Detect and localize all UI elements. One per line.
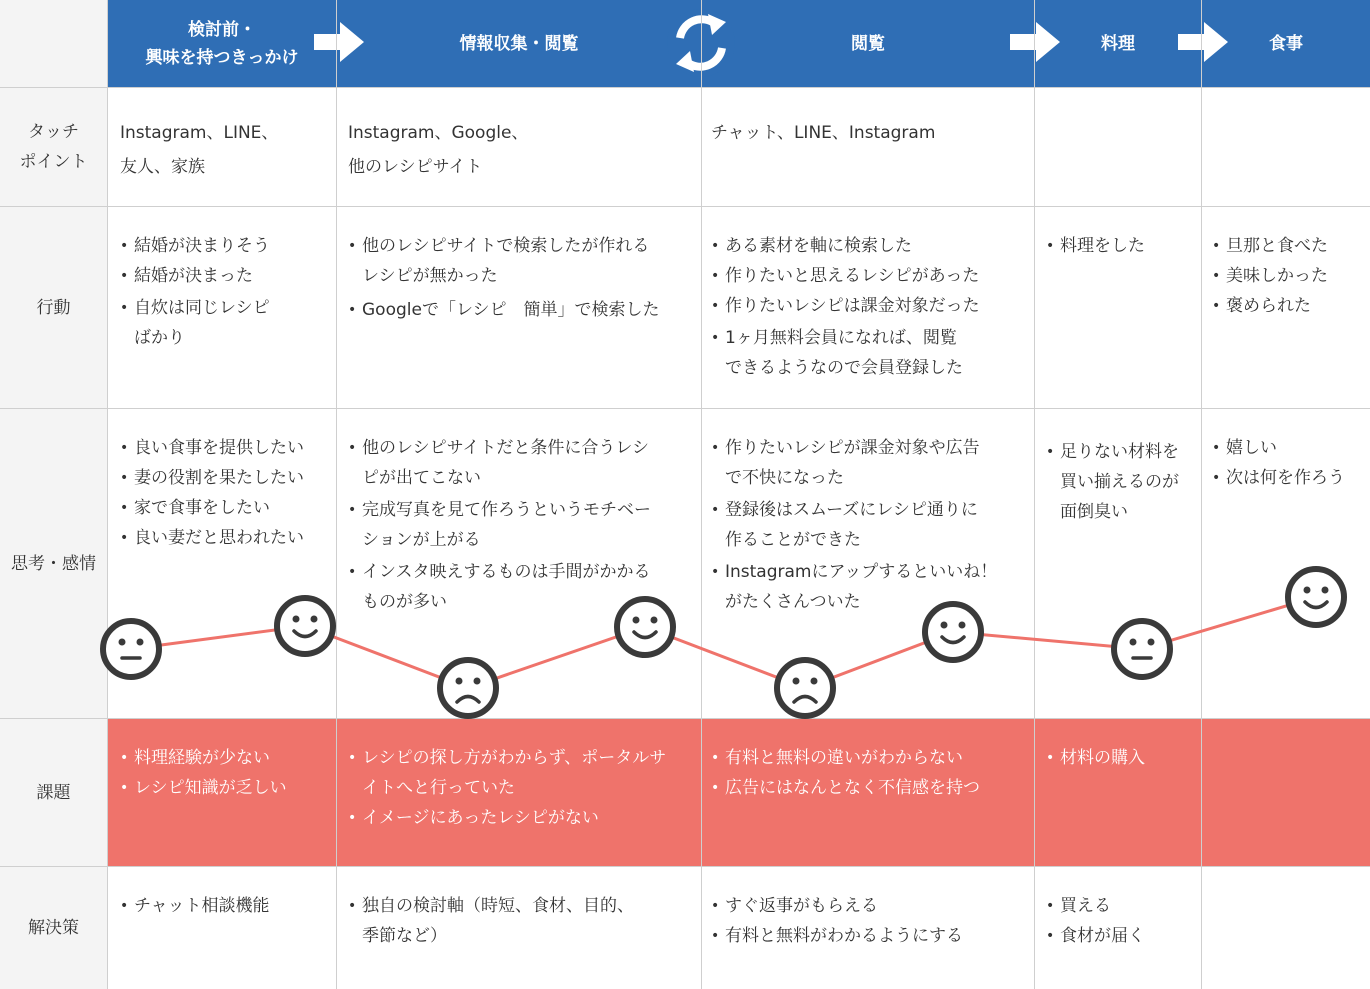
row-label-text: 行動: [36, 297, 71, 318]
thought-item: • 完成写真を見て作ろうというモチベー ションが上がる: [348, 495, 698, 555]
action-item: • Googleで「レシピ 簡単」で検索した: [348, 295, 698, 325]
thought-item: • 他のレシピサイトだと条件に合うレシ ピが出てこない: [348, 433, 698, 493]
happy-face-icon: [277, 598, 333, 654]
thought-item: • 次は何を作ろう: [1212, 463, 1367, 493]
action-item: • ある素材を軸に検索した: [711, 231, 1031, 261]
action-item: • 作りたいレシピは課金対象だった: [711, 291, 1031, 321]
thought-item: • 作りたいレシピが課金対象や広告 で不快になった: [711, 433, 1031, 493]
phase-label-5: 食事: [1269, 33, 1303, 54]
thought-item: • 妻の役割を果たしたい: [120, 463, 334, 493]
touchpoint-text: 友人、家族: [120, 157, 205, 177]
action-item: • 料理をした: [1046, 231, 1196, 261]
action-item: • 旦那と食べた: [1212, 231, 1367, 261]
phase-label-1: 検討前・ 興味を持つきっかけ: [145, 19, 299, 68]
row-label-text: 課題: [36, 782, 71, 803]
phase-label-4: 料理: [1101, 33, 1135, 54]
thought-item: • Instagramにアップするといいね！ がたくさんついた: [711, 557, 1031, 617]
phase-label-2: 情報収集・閲覧: [459, 33, 579, 54]
action-item: • 他のレシピサイトで検索したが作れる レシピが無かった: [348, 231, 698, 291]
action-item: • 美味しかった: [1212, 261, 1367, 291]
thought-item: • インスタ映えするものは手間がかかる ものが多い: [348, 557, 698, 617]
sad-face-icon: [440, 660, 496, 716]
issue-item: • 広告にはなんとなく不信感を持つ: [711, 773, 1031, 803]
action-item: • 結婚が決まった: [120, 261, 334, 291]
issue-item: • 有料と無料の違いがわからない: [711, 743, 1031, 773]
happy-face-icon: [617, 599, 673, 655]
action-item: • 褒められた: [1212, 291, 1367, 321]
issue-item: • 料理経験が少ない: [120, 743, 334, 773]
issue-item: • レシピの探し方がわからず、ポータルサ イトへと行っていた: [348, 743, 698, 803]
solution-item: • チャット相談機能: [120, 891, 334, 921]
thought-item: • 足りない材料を 買い揃えるのが 面倒臭い: [1046, 437, 1196, 527]
touchpoint-text: チャット、LINE、Instagram: [711, 123, 936, 143]
action-item: • 作りたいと思えるレシピがあった: [711, 261, 1031, 291]
solution-item: • すぐ返事がもらえる: [711, 891, 1031, 921]
touchpoint-text: Instagram、LINE、: [120, 123, 279, 143]
action-item: • 結婚が決まりそう: [120, 231, 334, 261]
touchpoint-text: 他のレシピサイト: [348, 157, 483, 177]
thought-item: • 嬉しい: [1212, 433, 1367, 463]
happy-face-icon: [1288, 569, 1344, 625]
neutral-face-icon: [103, 621, 159, 677]
thought-item: • 良い食事を提供したい: [120, 433, 334, 463]
action-item: • 自炊は同じレシピ ばかり: [120, 293, 334, 353]
neutral-face-icon: [1114, 621, 1170, 677]
issue-item: • 材料の購入: [1046, 743, 1196, 773]
issue-item: • イメージにあったレシピがない: [348, 803, 698, 833]
phase-label-3: 閲覧: [851, 33, 885, 54]
thought-item: • 家で食事をしたい: [120, 493, 334, 523]
row-label-text: 解決策: [28, 918, 79, 938]
row-label-text: 思考・感情: [11, 553, 96, 574]
action-item: • 1ヶ月無料会員になれば、閲覧 できるようなので会員登録した: [711, 323, 1031, 383]
solution-item: • 独自の検討軸（時短、食材、目的、 季節など）: [348, 891, 698, 951]
solution-item: • 有料と無料がわかるようにする: [711, 921, 1031, 951]
thought-item: • 良い妻だと思われたい: [120, 523, 334, 553]
solution-item: • 食材が届く: [1046, 921, 1196, 951]
thought-item: • 登録後はスムーズにレシピ通りに 作ることができた: [711, 495, 1031, 555]
row-label-text: タッチ ポイント: [19, 122, 88, 172]
solution-item: • 買える: [1046, 891, 1196, 921]
touchpoint-text: Instagram、Google、: [348, 123, 529, 143]
sad-face-icon: [777, 660, 833, 716]
issue-item: • レシピ知識が乏しい: [120, 773, 334, 803]
happy-face-icon: [925, 604, 981, 660]
